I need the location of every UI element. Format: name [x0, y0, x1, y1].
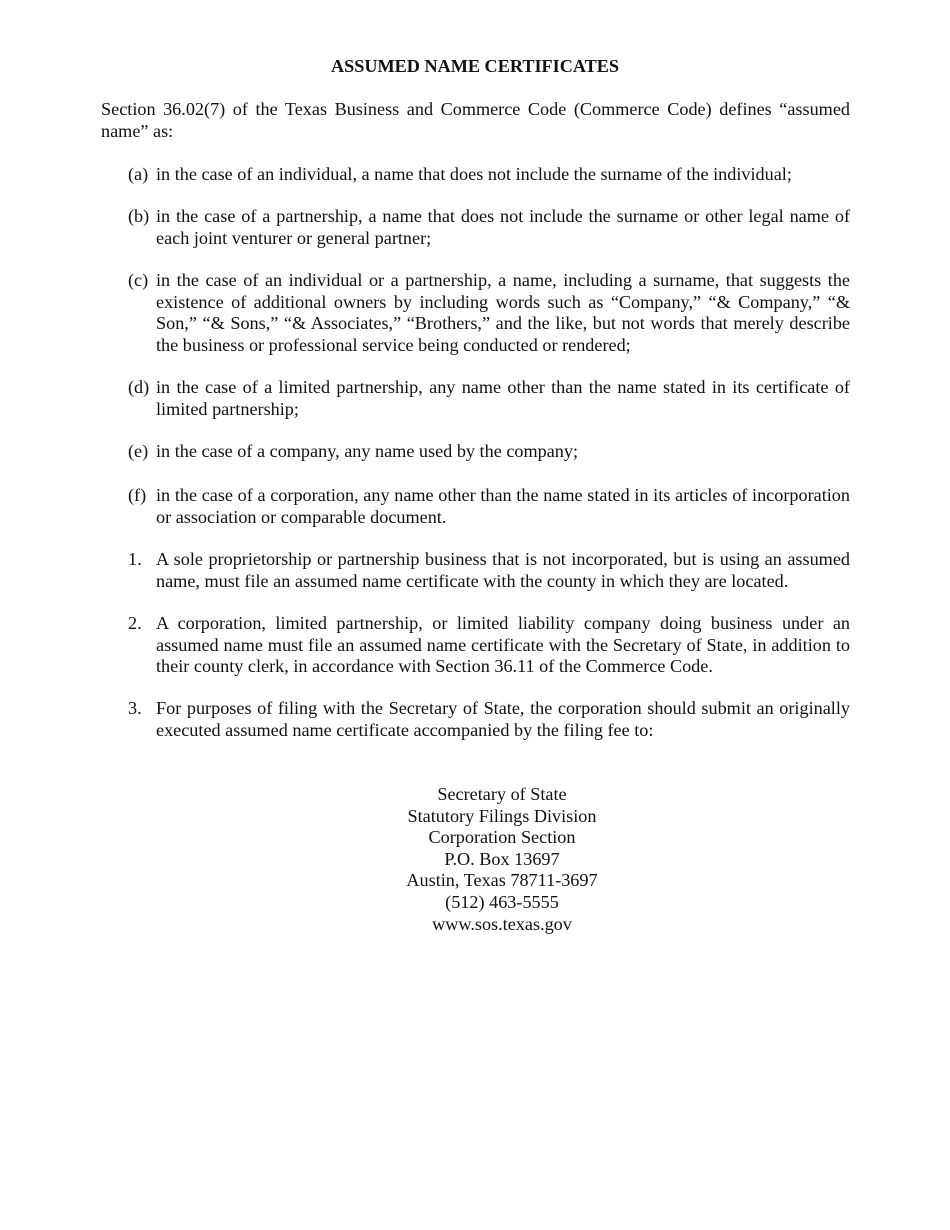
- list-item-text: in the case of an individual, a name that does not include the surname of the individual;: [156, 164, 792, 184]
- address-line-city: Austin, Texas 78711-3697: [406, 870, 598, 891]
- definition-item-f: [128, 485, 850, 528]
- address-line-phone: (512) 463-5555: [445, 891, 559, 912]
- list-marker: (b): [128, 206, 150, 226]
- address-line-section: Corporation Section: [428, 827, 576, 848]
- mailing-address: [0, 784, 950, 935]
- intro-paragraph: Section 36.02(7) of the Texas Business and Commerce Code (Commerce Code) defines “assumed name” as:: [101, 99, 850, 141]
- list-marker: (a): [128, 164, 149, 184]
- numbered-item-2: [128, 613, 850, 678]
- page-title: ASSUMED NAME CERTIFICATES: [330, 56, 620, 76]
- numbered-item-1: [128, 549, 850, 592]
- list-item-text: A corporation, limited partnership, or limited liability company doing business under an assumed name must file an assumed name certificate with the Secretary of State, in addition to their county clerk, in accordance with Section 36.11 of the Commerce Code.: [156, 613, 850, 677]
- list-item-text: For purposes of filing with the Secretary of State, the corporation should submit an originally executed assumed name certificate accompanied by the filing fee to:: [156, 698, 850, 740]
- list-marker: 3.: [128, 698, 142, 718]
- definition-item-d: [128, 377, 850, 420]
- list-marker: (f): [128, 485, 147, 505]
- definition-item-c: [128, 270, 850, 356]
- list-marker: (e): [128, 441, 149, 461]
- list-marker: 1.: [128, 549, 142, 569]
- definition-item-a: [128, 164, 850, 186]
- address-line-office: Secretary of State: [437, 784, 567, 804]
- numbered-item-3: [128, 698, 850, 741]
- list-item-text: in the case of an individual or a partnership, a name, including a surname, that suggests the existence of additional owners by including words such as “Company,” “& Company,” “& Son,” “& Sons,” “& Associates,” “Brothers,” and the like, but not words that merely describe the business or professional service being conducted or rendered;: [156, 270, 850, 355]
- address-line-website: www.sos.texas.gov: [432, 913, 572, 934]
- definition-item-b: [128, 206, 850, 249]
- list-marker: 2.: [128, 613, 142, 633]
- list-marker: (c): [128, 270, 149, 290]
- list-item-text: in the case of a corporation, any name other than the name stated in its articles of incorporation or association or comparable document.: [156, 485, 850, 527]
- list-item-text: in the case of a limited partnership, any name other than the name stated in its certificate of limited partnership;: [156, 377, 850, 419]
- address-line-division: Statutory Filings Division: [407, 805, 597, 826]
- address-line-po-box: P.O. Box 13697: [444, 848, 560, 869]
- list-marker: (d): [128, 377, 150, 397]
- list-item-text: A sole proprietorship or partnership business that is not incorporated, but is using an assumed name, must file an assumed name certificate with the county in which they are located.: [156, 549, 850, 591]
- list-item-text: in the case of a company, any name used by the company;: [156, 441, 579, 461]
- definition-item-e: [128, 441, 850, 463]
- list-item-text: in the case of a partnership, a name that does not include the surname or other legal name of each joint venturer or general partner;: [156, 206, 850, 248]
